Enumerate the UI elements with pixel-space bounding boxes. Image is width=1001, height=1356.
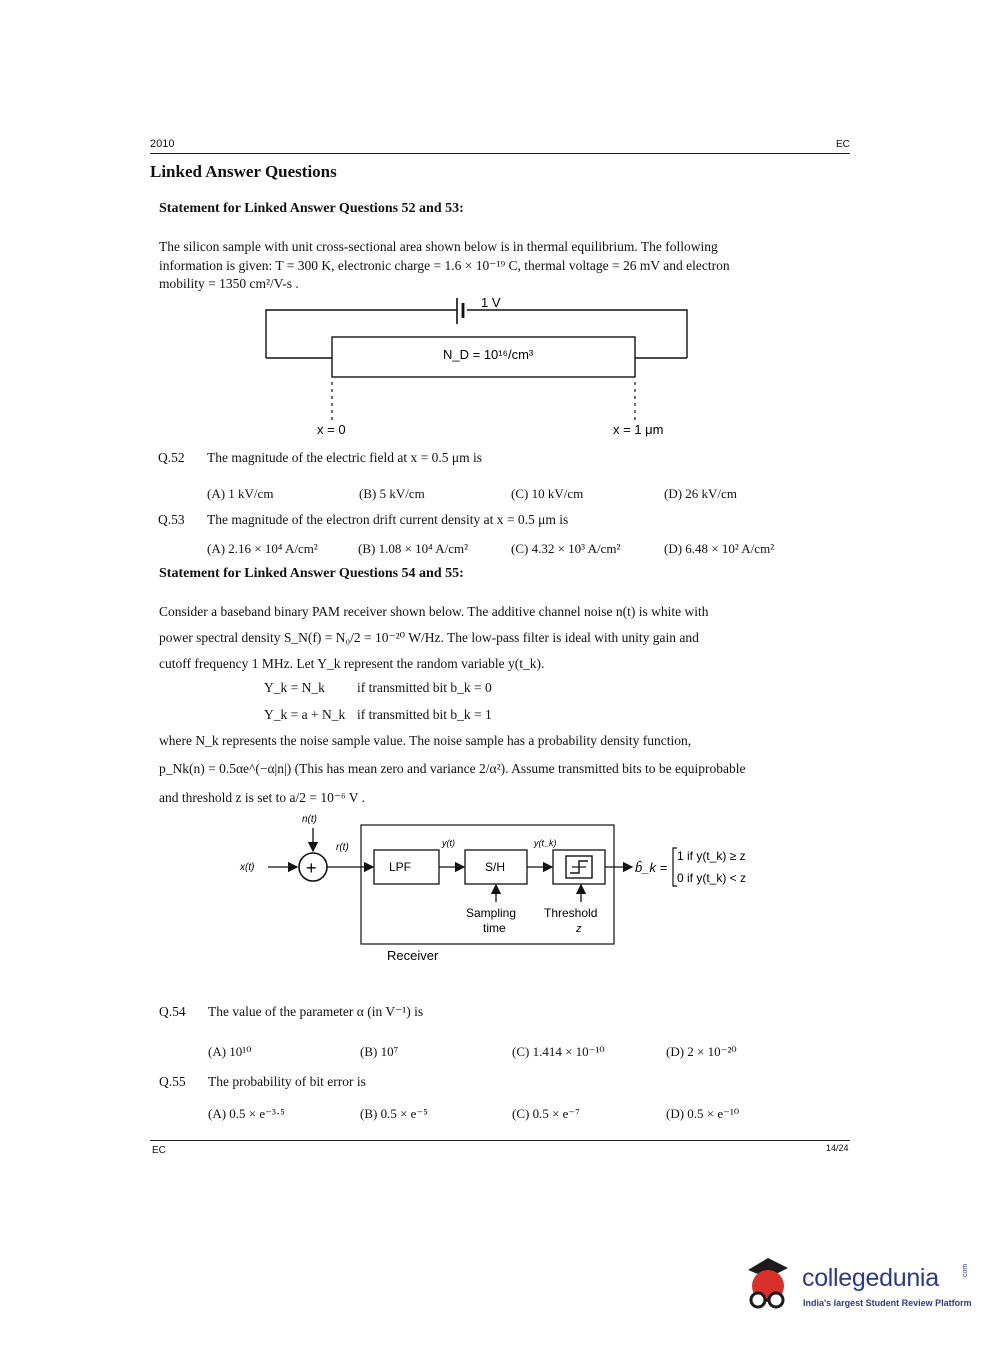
q52-option-d: (D) 26 kV/cm <box>664 486 737 501</box>
q53-option-a: (A) 2.16 × 10⁴ A/cm² <box>207 541 318 556</box>
statement-54-55-line6: and threshold z is set to a/2 = 10⁻⁶ V . <box>159 790 366 805</box>
footer-page: 14/24 <box>826 1143 849 1153</box>
battery-label: 1 V <box>481 295 501 310</box>
eq1-rhs: if transmitted bit b_k = 0 <box>357 680 492 695</box>
ytk-label: y(t_k) <box>534 838 557 848</box>
z-label: z <box>576 923 582 935</box>
watermark-tagline: India's largest Student Review Platform <box>803 1298 972 1308</box>
sum-symbol: + <box>306 858 317 878</box>
q53-text: The magnitude of the electron drift current density at x = 0.5 μm is <box>207 512 569 527</box>
q55-text: The probability of bit error is <box>208 1074 366 1089</box>
statement-54-55-line1: Consider a baseband binary PAM receiver shown below. The additive channel noise n(t) is white with <box>159 604 709 619</box>
header-year: 2010 <box>150 138 175 150</box>
q55-number: Q.55 <box>159 1074 186 1089</box>
case-zero: 0 if y(t_k) < z <box>677 871 747 885</box>
q53-option-b: (B) 1.08 × 10⁴ A/cm² <box>358 541 469 556</box>
q54-option-b: (B) 10⁷ <box>360 1044 399 1059</box>
lpf-label: LPF <box>389 860 412 874</box>
statement-52-53-line2: information is given: T = 300 K, electronic charge = 1.6 × 10⁻¹⁹ C, thermal voltage = 26 mV and electron <box>159 258 730 273</box>
threshold-label: Threshold <box>544 906 598 920</box>
input-label: x(t) <box>240 862 255 873</box>
statement-52-53-line3: mobility = 1350 cm²/V-s . <box>159 276 299 291</box>
q54-option-c: (C) 1.414 × 10⁻¹⁰ <box>512 1044 605 1059</box>
time-label: time <box>483 921 506 935</box>
q53-option-c: (C) 4.32 × 10³ A/cm² <box>511 541 621 556</box>
section-title: Linked Answer Questions <box>150 162 337 181</box>
q52-option-c: (C) 10 kV/cm <box>511 486 584 501</box>
left-wire <box>266 310 457 358</box>
statement-52-53-heading: Statement for Linked Answer Questions 52 and 53: <box>159 201 464 216</box>
case-one: 1 if y(t_k) ≥ z <box>677 849 746 863</box>
r-label: r(t) <box>336 842 349 853</box>
watermark-suffix: .com <box>962 1263 970 1280</box>
q55-option-b: (B) 0.5 × e⁻⁵ <box>360 1106 428 1121</box>
eq2-rhs: if transmitted bit b_k = 1 <box>357 707 492 722</box>
statement-54-55-line5: p_Nk(n) = 0.5αe^(−α|n|) (This has mean zero and variance 2/α²). Assume transmitted bits to be equiprobable <box>159 761 746 776</box>
doping-label: N_D = 10¹⁶/cm³ <box>443 347 534 362</box>
statement-54-55-heading: Statement for Linked Answer Questions 54 and 55: <box>159 566 464 581</box>
q55-option-a: (A) 0.5 × e⁻³·⁵ <box>208 1106 285 1121</box>
q54-option-a: (A) 10¹⁰ <box>208 1044 252 1059</box>
receiver-label: Receiver <box>387 948 439 963</box>
noise-label: n(t) <box>302 814 317 825</box>
y-label: y(t) <box>442 838 455 848</box>
q54-number: Q.54 <box>159 1004 186 1019</box>
silicon-sample-figure <box>250 290 710 445</box>
q54-option-d: (D) 2 × 10⁻²⁰ <box>666 1044 737 1059</box>
pam-receiver-figure <box>230 808 800 968</box>
sampling-label: Sampling <box>466 906 517 920</box>
eq2-lhs: Y_k = a + N_k <box>264 707 346 722</box>
q52-option-b: (B) 5 kV/cm <box>359 486 425 501</box>
header-rule <box>150 153 850 154</box>
x-start-label: x = 0 <box>317 422 346 437</box>
eq1-lhs: Y_k = N_k <box>264 680 325 695</box>
collegedunia-logo-icon <box>742 1252 802 1312</box>
q53-option-d: (D) 6.48 × 10² A/cm² <box>664 541 775 556</box>
q55-option-c: (C) 0.5 × e⁻⁷ <box>512 1106 580 1121</box>
header-paper-code: EC <box>836 139 850 150</box>
x-end-label: x = 1 μm <box>613 422 664 437</box>
statement-52-53-line1: The silicon sample with unit cross-sectional area shown below is in thermal equilibrium. The following <box>159 239 718 254</box>
footer-rule <box>150 1140 850 1141</box>
q52-number: Q.52 <box>158 450 185 465</box>
output-label: b̂_k = <box>635 860 668 875</box>
statement-54-55-line2: power spectral density S_N(f) = N₀/2 = 10⁻²⁰ W/Hz. The low-pass filter is ideal with unity gain and <box>159 630 699 645</box>
sh-label: S/H <box>485 860 506 874</box>
watermark-brand: collegedunia <box>802 1264 939 1292</box>
q52-text: The magnitude of the electric field at x = 0.5 μm is <box>207 450 483 465</box>
q53-number: Q.53 <box>158 512 185 527</box>
q54-text: The value of the parameter α (in V⁻¹) is <box>208 1004 424 1019</box>
q52-option-a: (A) 1 kV/cm <box>207 486 274 501</box>
statement-54-55-line4: where N_k represents the noise sample value. The noise sample has a probability density function, <box>159 733 692 748</box>
statement-54-55-line3: cutoff frequency 1 MHz. Let Y_k represent the random variable y(t_k). <box>159 656 545 671</box>
q55-option-d: (D) 0.5 × e⁻¹⁰ <box>666 1106 740 1121</box>
footer-paper-code: EC <box>152 1145 166 1156</box>
